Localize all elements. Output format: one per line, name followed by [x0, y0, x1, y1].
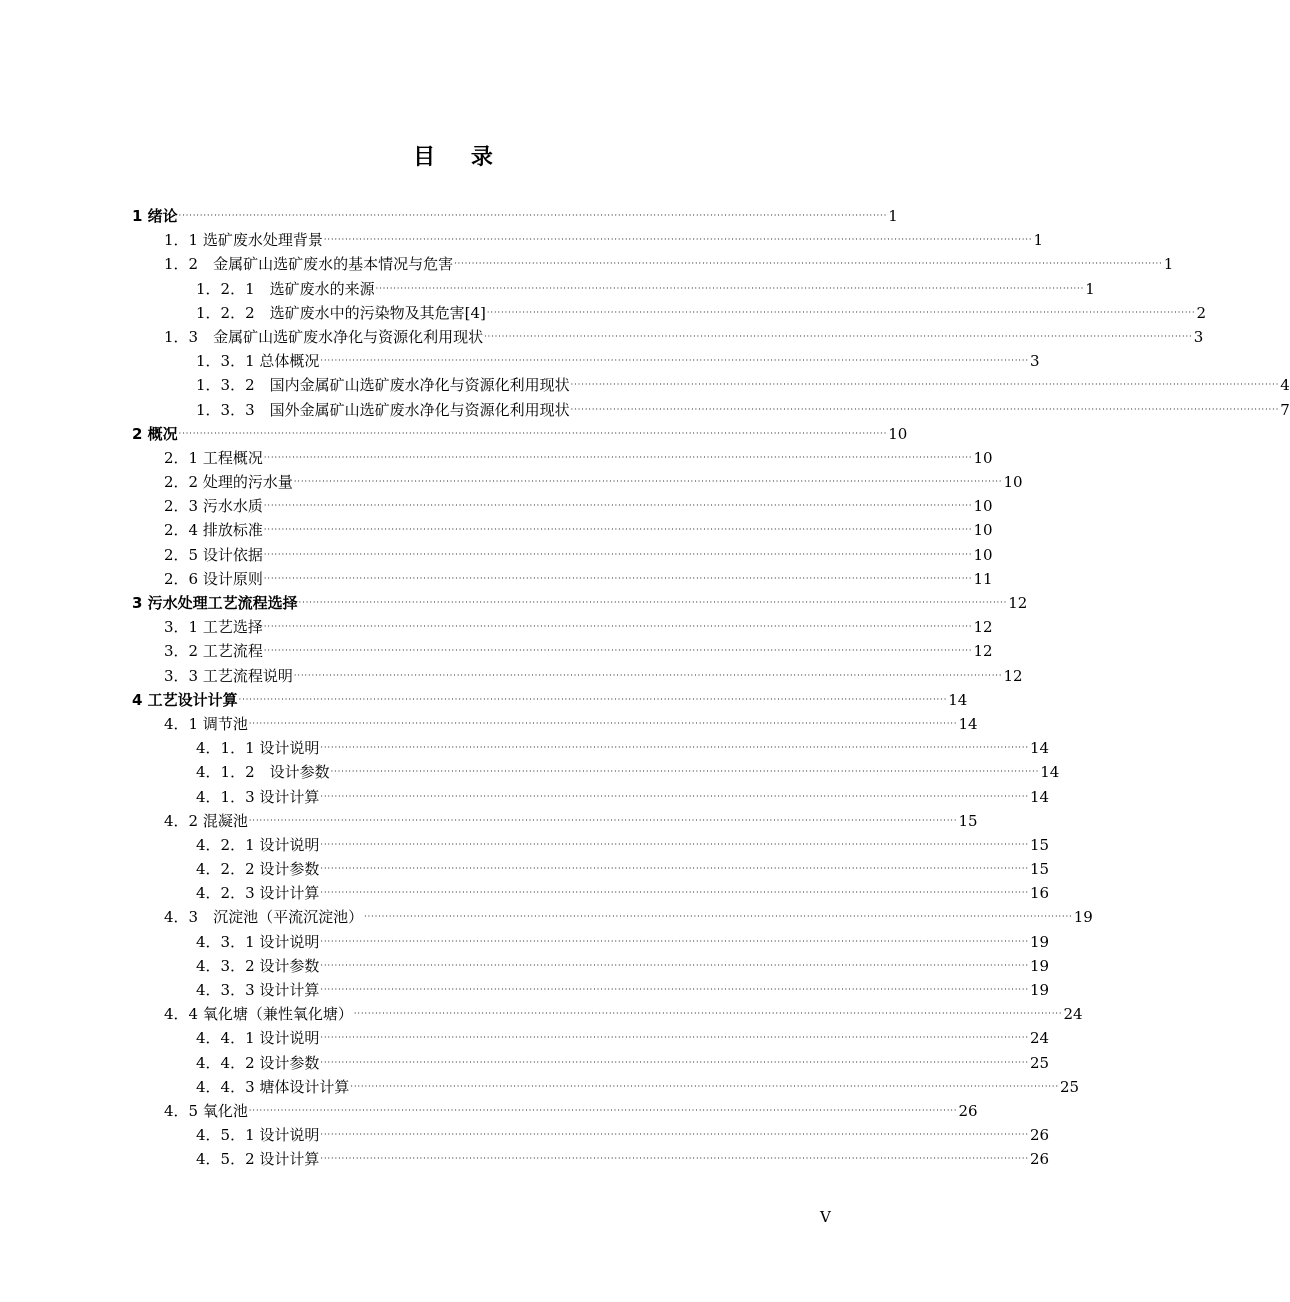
toc-entry-label: 4．4 氧化塘（兼性氧化塘）	[164, 1005, 353, 1024]
toc-entry[interactable]	[132, 1002, 1083, 1026]
toc-entry[interactable]	[132, 664, 1023, 688]
dot-leader: ········································································································································································································	[486, 307, 1196, 317]
toc-entry-label: 4．2．3 设计计算	[196, 884, 320, 903]
dot-leader: ········································································································································································································	[353, 1009, 1063, 1019]
toc-entry[interactable]	[132, 712, 978, 736]
toc-entry-label: 4．5 氧化池	[164, 1101, 248, 1120]
toc-entry[interactable]	[132, 301, 1207, 325]
toc-entry-page: 14	[1030, 739, 1050, 758]
dot-leader: ········································································································································································································	[320, 743, 1029, 753]
toc-entry-page: 10	[973, 521, 993, 540]
toc-entry-label: 1．2．2 选矿废水中的污染物及其危害[4]	[196, 303, 486, 322]
toc-entry-page: 10	[888, 424, 908, 443]
toc-entry[interactable]	[132, 688, 968, 712]
toc-entry-label: 4．4．3 塘体设计计算	[196, 1077, 350, 1096]
dot-leader: ········································································································································································································	[320, 960, 1029, 970]
toc-entry[interactable]	[132, 1026, 1050, 1050]
dot-leader: ········································································································································································································	[570, 404, 1280, 414]
toc-entry-page: 15	[1030, 835, 1050, 854]
toc-entry-page: 26	[1030, 1126, 1050, 1145]
toc-entry[interactable]	[132, 1075, 1080, 1099]
dot-leader: ········································································································································································································	[320, 864, 1029, 874]
toc-entry-page: 16	[1030, 884, 1050, 903]
dot-leader: ········································································································································································································	[263, 549, 973, 559]
toc-entry[interactable]	[132, 978, 1050, 1002]
toc-entry-label: 1．1 选矿废水处理背景	[164, 231, 323, 250]
toc-entry[interactable]	[132, 809, 978, 833]
toc-entry[interactable]	[132, 1147, 1050, 1171]
toc-entry-page: 14	[948, 690, 968, 709]
dot-leader: ········································································································································································································	[298, 598, 1008, 607]
toc-entry-page: 19	[1030, 981, 1050, 999]
toc-entry-page: 12	[973, 642, 993, 661]
toc-entry[interactable]	[132, 615, 993, 639]
toc-entry-label: 2．3 污水水质	[164, 497, 263, 516]
toc-entry-page: 10	[973, 545, 993, 564]
dot-leader: ········································································································································································································	[248, 718, 958, 728]
toc-entry[interactable]	[132, 422, 908, 446]
dot-leader: ········································································································································································································	[178, 211, 888, 220]
dot-leader: ········································································································································································································	[330, 767, 1040, 777]
toc-entry-page: 10	[973, 448, 993, 467]
dot-leader: ········································································································································································································	[263, 573, 973, 583]
toc-entry-page: 1	[1033, 231, 1043, 250]
dot-leader: ········································································································································································································	[323, 235, 1033, 245]
toc-entry-label: 4．2．2 设计参数	[196, 860, 320, 879]
dot-leader: ········································································································································································································	[263, 622, 973, 632]
toc-entry-label: 2 概况	[132, 424, 178, 443]
toc-entry[interactable]	[132, 760, 1060, 784]
dot-leader: ········································································································································································································	[375, 283, 1085, 293]
toc-entry[interactable]	[132, 398, 1290, 422]
toc-entry-page: 1	[1085, 279, 1095, 298]
toc-entry-label: 2．4 排放标准	[164, 521, 263, 540]
toc-entry-page: 10	[1003, 473, 1023, 492]
dot-leader: ········································································································································································································	[263, 646, 973, 656]
dot-leader: ········································································································································································································	[248, 815, 958, 825]
toc-entry-label: 4．1．2 设计参数	[196, 763, 330, 782]
toc-entry-label: 1．2 金属矿山选矿废水的基本情况与危害	[164, 255, 454, 274]
toc-entry[interactable]	[132, 591, 1028, 615]
dot-leader: ········································································································································································································	[178, 428, 888, 438]
toc-entry[interactable]	[132, 736, 1050, 760]
toc-entry-page: 14	[1040, 763, 1060, 782]
toc-entry-page: 1	[1163, 255, 1174, 274]
toc-entry-page: 15	[958, 811, 978, 830]
toc-entry[interactable]	[132, 325, 1204, 349]
toc-entry[interactable]	[132, 881, 1050, 905]
toc-entry-page: 25	[1030, 1053, 1050, 1072]
dot-leader: ········································································································································································································	[320, 1130, 1029, 1140]
toc-entry[interactable]	[132, 543, 993, 567]
toc-entry[interactable]	[132, 518, 993, 542]
toc-entry[interactable]	[132, 905, 1093, 929]
toc-entry[interactable]	[132, 1051, 1050, 1075]
dot-leader: ········································································································································································································	[364, 912, 1073, 922]
dot-leader: ········································································································································································································	[454, 259, 1163, 269]
toc-entry-label: 2．1 工程概况	[164, 448, 263, 467]
toc-entry-page: 4	[1280, 376, 1290, 395]
toc-entry[interactable]	[132, 785, 1050, 809]
toc-entry-label: 4．1 调节池	[164, 714, 248, 733]
dot-leader: ········································································································································································································	[263, 452, 973, 462]
page-title: 目 录	[413, 145, 507, 170]
dot-leader: ········································································································································································································	[248, 1105, 958, 1115]
toc-entry-label: 4．1．3 设计计算	[196, 787, 320, 806]
toc-entry-page: 12	[1008, 594, 1028, 612]
toc-entry-label: 4．3 沉淀池（平流沉淀池）	[164, 908, 364, 927]
toc-entry-label: 1 绪论	[132, 207, 178, 225]
toc-entry-label: 4．3．3 设计计算	[196, 981, 320, 999]
toc-entry[interactable]	[132, 373, 1290, 397]
toc-entry-label: 4．5．2 设计计算	[196, 1150, 320, 1169]
toc-entry-label: 4．3．2 设计参数	[196, 956, 320, 975]
toc-entry-page: 3	[1030, 352, 1040, 371]
dot-leader: ········································································································································································································	[320, 1033, 1029, 1043]
toc-entry-page: 24	[1063, 1005, 1083, 1024]
page-number: V	[820, 1208, 831, 1226]
dot-leader: ········································································································································································································	[320, 356, 1029, 366]
toc-entry-label: 2．2 处理的污水量	[164, 473, 293, 492]
dot-leader: ········································································································································································································	[570, 380, 1280, 390]
toc-entry[interactable]	[132, 349, 1040, 373]
toc-entry-label: 4．2 混凝池	[164, 811, 248, 830]
toc-entry-label: 1．3 金属矿山选矿废水净化与资源化利用现状	[164, 327, 484, 346]
toc-entry-page: 12	[1003, 666, 1023, 685]
toc-entry-label: 4．3．1 设计说明	[196, 932, 320, 951]
toc-entry-label: 1．3．2 国内金属矿山选矿废水净化与资源化利用现状	[196, 376, 570, 395]
toc-entry-label: 4．1．1 设计说明	[196, 739, 320, 758]
dot-leader: ········································································································································································································	[320, 985, 1029, 994]
dot-leader: ········································································································································································································	[320, 888, 1029, 898]
toc-entry-label: 2．6 设计原则	[164, 569, 263, 588]
dot-leader: ········································································································································································································	[263, 501, 973, 511]
dot-leader: ········································································································································································································	[293, 477, 1003, 487]
toc-entry-label: 3．1 工艺选择	[164, 618, 263, 637]
toc-entry[interactable]	[132, 930, 1050, 954]
toc-entry-label: 4．4．1 设计说明	[196, 1029, 320, 1048]
dot-leader: ········································································································································································································	[320, 791, 1029, 801]
toc-entry-label: 3．3 工艺流程说明	[164, 666, 293, 685]
toc-entry-label: 1．3．1 总体概况	[196, 352, 320, 371]
dot-leader: ········································································································································································································	[293, 670, 1003, 680]
toc-entry-page: 12	[973, 618, 993, 637]
toc-entry-page: 26	[958, 1101, 978, 1120]
toc-entry[interactable]	[132, 252, 1174, 276]
toc-entry-page: 26	[1030, 1150, 1050, 1169]
toc-entry[interactable]	[132, 1123, 1050, 1147]
toc-entry[interactable]	[132, 494, 993, 518]
toc-entry-page: 1	[888, 207, 898, 225]
toc-entry-label: 2．5 设计依据	[164, 545, 263, 564]
toc-entry[interactable]	[132, 204, 898, 228]
toc-entry-page: 19	[1030, 932, 1050, 951]
toc-entry-label: 1．2．1 选矿废水的来源	[196, 279, 375, 298]
dot-leader: ········································································································································································································	[238, 694, 948, 704]
toc-entry-page: 19	[1030, 956, 1050, 975]
toc-entry-page: 24	[1030, 1029, 1050, 1048]
toc-entry-label: 3．2 工艺流程	[164, 642, 263, 661]
dot-leader: ········································································································································································································	[350, 1081, 1059, 1091]
toc-entry-label: 3 污水处理工艺流程选择	[132, 594, 298, 612]
toc-entry[interactable]	[132, 567, 993, 591]
toc-entry[interactable]	[132, 954, 1050, 978]
dot-leader: ········································································································································································································	[320, 839, 1029, 849]
toc-entry-page: 7	[1280, 400, 1290, 419]
toc-entry-page: 25	[1060, 1077, 1080, 1096]
toc-entry-label: 4．5．1 设计说明	[196, 1126, 320, 1145]
toc-entry-page: 3	[1193, 327, 1204, 346]
toc-entry[interactable]	[132, 1099, 978, 1123]
toc-entry-page: 14	[1030, 787, 1050, 806]
toc-entry-page: 19	[1073, 908, 1093, 927]
toc-entry-label: 1．3．3 国外金属矿山选矿废水净化与资源化利用现状	[196, 400, 570, 419]
table-of-contents	[132, 204, 1290, 1172]
toc-entry[interactable]	[132, 857, 1050, 881]
toc-entry[interactable]	[132, 228, 1043, 252]
toc-entry-label: 4．2．1 设计说明	[196, 835, 320, 854]
dot-leader: ········································································································································································································	[263, 525, 973, 535]
toc-entry[interactable]	[132, 639, 993, 663]
toc-entry-page: 2	[1196, 303, 1207, 322]
toc-entry-label: 4 工艺设计计算	[132, 690, 238, 709]
toc-entry-page: 15	[1030, 860, 1050, 879]
toc-entry[interactable]	[132, 277, 1095, 301]
toc-entry-page: 14	[958, 714, 978, 733]
toc-entry[interactable]	[132, 470, 1023, 494]
dot-leader: ········································································································································································································	[320, 1154, 1029, 1164]
dot-leader: ········································································································································································································	[320, 1057, 1029, 1067]
toc-entry-label: 4．4．2 设计参数	[196, 1053, 320, 1072]
toc-entry[interactable]	[132, 446, 993, 470]
toc-entry-page: 10	[973, 497, 993, 516]
toc-entry[interactable]	[132, 833, 1050, 857]
dot-leader: ········································································································································································································	[484, 331, 1193, 341]
dot-leader: ········································································································································································································	[320, 936, 1029, 946]
toc-entry-page: 11	[973, 569, 993, 588]
